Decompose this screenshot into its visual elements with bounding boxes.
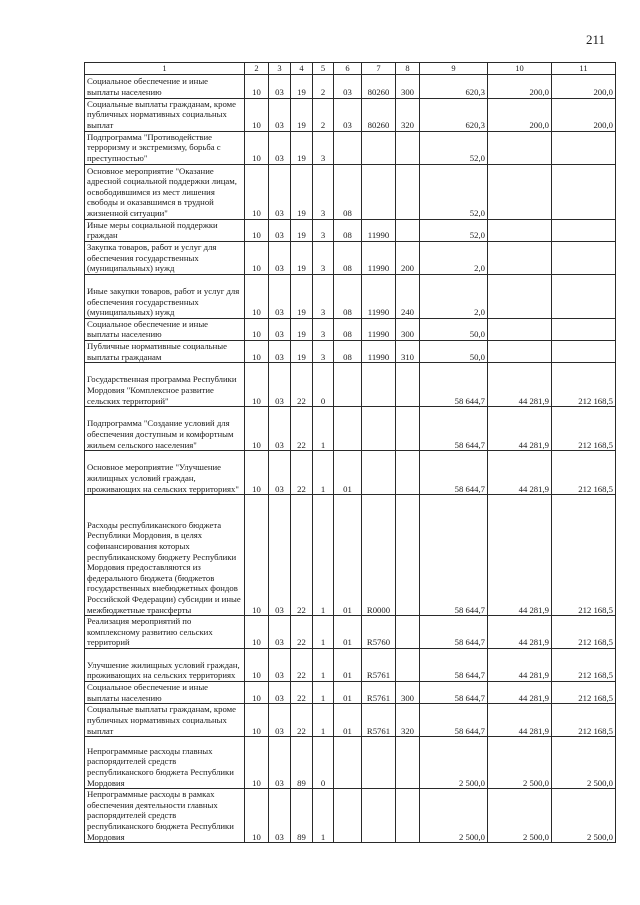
row-label: Основное мероприятие "Улучшение жилищных условий граждан, проживающих на сельских территориях" [85, 451, 245, 495]
cell-col-7 [362, 131, 396, 164]
cell-col-6 [334, 131, 362, 164]
table-row [85, 451, 616, 495]
cell-col-10 [488, 274, 552, 318]
cell-col-8: 320 [396, 98, 420, 131]
cell-col-2: 10 [245, 98, 269, 131]
cell-col-10: 44 281,9 [488, 495, 552, 616]
cell-col-6: 08 [334, 241, 362, 274]
table-row [85, 681, 616, 703]
row-label: Непрограммные расходы в рамках обеспечения деятельности главных распорядителей средств республиканского бюджета Республики Мордовия [85, 789, 245, 843]
cell-col-8 [396, 789, 420, 843]
cell-col-7: 11990 [362, 274, 396, 318]
cell-col-5: 3 [313, 340, 334, 362]
cell-col-8: 200 [396, 241, 420, 274]
cell-col-4: 22 [291, 648, 313, 681]
table-row [85, 407, 616, 451]
cell-col-11: 2 500,0 [552, 737, 616, 789]
cell-col-7: R0000 [362, 495, 396, 616]
cell-col-8: 300 [396, 318, 420, 340]
cell-col-3: 03 [269, 616, 291, 649]
row-label: Социальное обеспечение и иные выплаты населению [85, 74, 245, 98]
table-row [85, 340, 616, 362]
cell-col-4: 22 [291, 363, 313, 407]
cell-col-3: 03 [269, 74, 291, 98]
cell-col-11 [552, 131, 616, 164]
cell-col-2: 10 [245, 789, 269, 843]
cell-col-11 [552, 318, 616, 340]
cell-col-11: 2 500,0 [552, 789, 616, 843]
table-row [85, 74, 616, 98]
table-row [85, 274, 616, 318]
row-label: Основное мероприятие "Оказание адресной социальной поддержки лицам, освободившимся из мест лишения свободы и оказавшимся в трудной жизненной ситуации" [85, 164, 245, 219]
cell-col-2: 10 [245, 704, 269, 737]
row-label: Государственная программа Республики Мордовия "Комплексное развитие сельских территорий" [85, 363, 245, 407]
cell-col-2: 10 [245, 318, 269, 340]
cell-col-5: 2 [313, 98, 334, 131]
cell-col-7 [362, 789, 396, 843]
cell-col-8 [396, 363, 420, 407]
cell-col-7: 80260 [362, 74, 396, 98]
cell-col-7 [362, 164, 396, 219]
cell-col-7 [362, 407, 396, 451]
cell-col-4: 19 [291, 98, 313, 131]
cell-col-8: 310 [396, 340, 420, 362]
row-label: Социальное обеспечение и иные выплаты населению [85, 318, 245, 340]
table-row [85, 131, 616, 164]
cell-col-11 [552, 219, 616, 241]
cell-col-6: 01 [334, 681, 362, 703]
cell-col-2: 10 [245, 241, 269, 274]
cell-col-2: 10 [245, 407, 269, 451]
row-label: Социальные выплаты гражданам, кроме публичных нормативных социальных выплат [85, 98, 245, 131]
column-header-8: 8 [396, 63, 420, 75]
cell-col-10 [488, 164, 552, 219]
cell-col-8 [396, 737, 420, 789]
cell-col-6: 01 [334, 648, 362, 681]
cell-col-3: 03 [269, 495, 291, 616]
cell-col-5: 1 [313, 451, 334, 495]
cell-col-8 [396, 164, 420, 219]
cell-col-8: 300 [396, 681, 420, 703]
cell-col-7: 11990 [362, 340, 396, 362]
cell-col-3: 03 [269, 164, 291, 219]
cell-col-4: 22 [291, 451, 313, 495]
cell-col-9: 58 644,7 [420, 363, 488, 407]
table-row [85, 318, 616, 340]
cell-col-9: 52,0 [420, 131, 488, 164]
cell-col-9: 58 644,7 [420, 704, 488, 737]
cell-col-10 [488, 131, 552, 164]
cell-col-2: 10 [245, 648, 269, 681]
cell-col-9: 58 644,7 [420, 648, 488, 681]
cell-col-5: 2 [313, 74, 334, 98]
cell-col-11 [552, 274, 616, 318]
cell-col-10: 44 281,9 [488, 648, 552, 681]
cell-col-7: R5760 [362, 616, 396, 649]
cell-col-11: 212 168,5 [552, 363, 616, 407]
cell-col-10: 2 500,0 [488, 737, 552, 789]
cell-col-6: 08 [334, 164, 362, 219]
table-row [85, 704, 616, 737]
cell-col-3: 03 [269, 340, 291, 362]
cell-col-4: 19 [291, 318, 313, 340]
column-header-9: 9 [420, 63, 488, 75]
cell-col-3: 03 [269, 363, 291, 407]
cell-col-3: 03 [269, 318, 291, 340]
table-row [85, 98, 616, 131]
cell-col-9: 620,3 [420, 74, 488, 98]
cell-col-5: 1 [313, 648, 334, 681]
cell-col-6 [334, 737, 362, 789]
cell-col-7: 80260 [362, 98, 396, 131]
column-header-10: 10 [488, 63, 552, 75]
cell-col-10 [488, 318, 552, 340]
cell-col-9: 58 644,7 [420, 451, 488, 495]
cell-col-4: 19 [291, 74, 313, 98]
cell-col-9: 620,3 [420, 98, 488, 131]
cell-col-7: R5761 [362, 681, 396, 703]
cell-col-3: 03 [269, 241, 291, 274]
cell-col-9: 52,0 [420, 164, 488, 219]
column-header-1: 1 [85, 63, 245, 75]
cell-col-11 [552, 241, 616, 274]
row-label: Социальное обеспечение и иные выплаты населению [85, 681, 245, 703]
cell-col-11: 212 168,5 [552, 681, 616, 703]
cell-col-5: 1 [313, 704, 334, 737]
cell-col-6: 08 [334, 219, 362, 241]
cell-col-8 [396, 219, 420, 241]
cell-col-2: 10 [245, 219, 269, 241]
table-row [85, 241, 616, 274]
cell-col-2: 10 [245, 274, 269, 318]
table-row [85, 648, 616, 681]
table-row [85, 495, 616, 616]
cell-col-7: 11990 [362, 318, 396, 340]
cell-col-5: 3 [313, 241, 334, 274]
cell-col-2: 10 [245, 616, 269, 649]
cell-col-5: 1 [313, 681, 334, 703]
cell-col-5: 1 [313, 616, 334, 649]
cell-col-11: 212 168,5 [552, 648, 616, 681]
cell-col-7: R5761 [362, 704, 396, 737]
cell-col-7 [362, 451, 396, 495]
cell-col-2: 10 [245, 131, 269, 164]
cell-col-3: 03 [269, 704, 291, 737]
table-row [85, 363, 616, 407]
cell-col-3: 03 [269, 451, 291, 495]
cell-col-3: 03 [269, 274, 291, 318]
cell-col-4: 19 [291, 164, 313, 219]
row-label: Публичные нормативные социальные выплаты гражданам [85, 340, 245, 362]
cell-col-9: 2 500,0 [420, 737, 488, 789]
cell-col-10: 200,0 [488, 74, 552, 98]
cell-col-8 [396, 495, 420, 616]
cell-col-4: 19 [291, 340, 313, 362]
row-label: Иные меры социальной поддержки граждан [85, 219, 245, 241]
cell-col-2: 10 [245, 164, 269, 219]
cell-col-3: 03 [269, 737, 291, 789]
row-label: Улучшение жилищных условий граждан, проживающих на сельских территориях [85, 648, 245, 681]
row-label: Подпрограмма "Противодействие терроризму и экстремизму, борьба с преступностью" [85, 131, 245, 164]
cell-col-5: 3 [313, 164, 334, 219]
cell-col-10 [488, 340, 552, 362]
cell-col-5: 3 [313, 274, 334, 318]
cell-col-2: 10 [245, 737, 269, 789]
cell-col-8 [396, 131, 420, 164]
cell-col-9: 2 500,0 [420, 789, 488, 843]
column-header-6: 6 [334, 63, 362, 75]
cell-col-10: 44 281,9 [488, 704, 552, 737]
column-header-4: 4 [291, 63, 313, 75]
cell-col-2: 10 [245, 363, 269, 407]
cell-col-4: 19 [291, 219, 313, 241]
column-header-2: 2 [245, 63, 269, 75]
cell-col-10 [488, 241, 552, 274]
table-row [85, 789, 616, 843]
table-row [85, 219, 616, 241]
table-row [85, 164, 616, 219]
cell-col-11: 212 168,5 [552, 407, 616, 451]
cell-col-10: 2 500,0 [488, 789, 552, 843]
budget-table [84, 62, 616, 843]
cell-col-11: 200,0 [552, 98, 616, 131]
cell-col-4: 19 [291, 131, 313, 164]
cell-col-9: 58 644,7 [420, 681, 488, 703]
cell-col-4: 89 [291, 737, 313, 789]
cell-col-8: 300 [396, 74, 420, 98]
cell-col-5: 1 [313, 495, 334, 616]
cell-col-3: 03 [269, 219, 291, 241]
cell-col-5: 3 [313, 131, 334, 164]
cell-col-8 [396, 451, 420, 495]
cell-col-3: 03 [269, 131, 291, 164]
row-label: Расходы республиканского бюджета Республики Мордовия, в целях софинансирования которых республиканскому бюджету Республики Мордовия предоставляются из федерального бюджета (бюджетов государственных внебюджетных фондов Российской Федерации) субсидии и иные межбюджетные трансферты [85, 495, 245, 616]
cell-col-4: 22 [291, 704, 313, 737]
cell-col-3: 03 [269, 98, 291, 131]
cell-col-11: 212 168,5 [552, 495, 616, 616]
cell-col-6: 03 [334, 98, 362, 131]
cell-col-10: 44 281,9 [488, 616, 552, 649]
cell-col-5: 1 [313, 789, 334, 843]
row-label: Иные закупки товаров, работ и услуг для обеспечения государственных (муниципальных) нужд [85, 274, 245, 318]
column-header-11: 11 [552, 63, 616, 75]
cell-col-6 [334, 789, 362, 843]
cell-col-9: 2,0 [420, 274, 488, 318]
column-header-7: 7 [362, 63, 396, 75]
cell-col-6: 08 [334, 274, 362, 318]
cell-col-9: 58 644,7 [420, 616, 488, 649]
cell-col-6: 03 [334, 74, 362, 98]
cell-col-10 [488, 219, 552, 241]
table-body [85, 74, 616, 843]
cell-col-11: 212 168,5 [552, 704, 616, 737]
cell-col-6: 01 [334, 704, 362, 737]
cell-col-3: 03 [269, 681, 291, 703]
row-label: Непрограммные расходы главных распорядителей средств республиканского бюджета Республики Мордовия [85, 737, 245, 789]
table-header-row [85, 63, 616, 75]
cell-col-9: 58 644,7 [420, 407, 488, 451]
table-row [85, 737, 616, 789]
cell-col-9: 50,0 [420, 340, 488, 362]
cell-col-4: 22 [291, 681, 313, 703]
cell-col-7: 11990 [362, 241, 396, 274]
cell-col-10: 44 281,9 [488, 451, 552, 495]
cell-col-2: 10 [245, 74, 269, 98]
cell-col-6: 08 [334, 318, 362, 340]
cell-col-5: 3 [313, 219, 334, 241]
cell-col-4: 89 [291, 789, 313, 843]
cell-col-9: 58 644,7 [420, 495, 488, 616]
cell-col-2: 10 [245, 451, 269, 495]
cell-col-10: 44 281,9 [488, 407, 552, 451]
cell-col-10: 44 281,9 [488, 681, 552, 703]
cell-col-6 [334, 407, 362, 451]
row-label: Социальные выплаты гражданам, кроме публичных нормативных социальных выплат [85, 704, 245, 737]
table-row [85, 616, 616, 649]
cell-col-7 [362, 737, 396, 789]
cell-col-6 [334, 363, 362, 407]
row-label: Реализация мероприятий по комплексному развитию сельских территорий [85, 616, 245, 649]
column-header-5: 5 [313, 63, 334, 75]
cell-col-5: 1 [313, 407, 334, 451]
cell-col-4: 19 [291, 274, 313, 318]
cell-col-5: 0 [313, 737, 334, 789]
cell-col-4: 22 [291, 407, 313, 451]
cell-col-7: 11990 [362, 219, 396, 241]
row-label: Закупка товаров, работ и услуг для обеспечения государственных (муниципальных) нужд [85, 241, 245, 274]
cell-col-2: 10 [245, 340, 269, 362]
cell-col-11: 212 168,5 [552, 451, 616, 495]
cell-col-7 [362, 363, 396, 407]
column-header-3: 3 [269, 63, 291, 75]
cell-col-10: 44 281,9 [488, 363, 552, 407]
cell-col-11 [552, 340, 616, 362]
cell-col-4: 22 [291, 616, 313, 649]
cell-col-8: 240 [396, 274, 420, 318]
cell-col-8 [396, 407, 420, 451]
cell-col-3: 03 [269, 789, 291, 843]
row-label: Подпрограмма "Создание условий для обеспечения доступным и комфортным жильем сельского населения" [85, 407, 245, 451]
cell-col-3: 03 [269, 407, 291, 451]
cell-col-9: 52,0 [420, 219, 488, 241]
cell-col-2: 10 [245, 681, 269, 703]
cell-col-2: 10 [245, 495, 269, 616]
cell-col-5: 0 [313, 363, 334, 407]
cell-col-11: 200,0 [552, 74, 616, 98]
cell-col-9: 2,0 [420, 241, 488, 274]
cell-col-6: 08 [334, 340, 362, 362]
cell-col-11 [552, 164, 616, 219]
cell-col-3: 03 [269, 648, 291, 681]
page-number: 211 [586, 32, 606, 47]
cell-col-8 [396, 648, 420, 681]
cell-col-9: 50,0 [420, 318, 488, 340]
cell-col-8: 320 [396, 704, 420, 737]
cell-col-5: 3 [313, 318, 334, 340]
cell-col-8 [396, 616, 420, 649]
cell-col-10: 200,0 [488, 98, 552, 131]
cell-col-6: 01 [334, 616, 362, 649]
cell-col-4: 19 [291, 241, 313, 274]
cell-col-4: 22 [291, 495, 313, 616]
cell-col-11: 212 168,5 [552, 616, 616, 649]
cell-col-6: 01 [334, 495, 362, 616]
cell-col-6: 01 [334, 451, 362, 495]
cell-col-7: R5761 [362, 648, 396, 681]
